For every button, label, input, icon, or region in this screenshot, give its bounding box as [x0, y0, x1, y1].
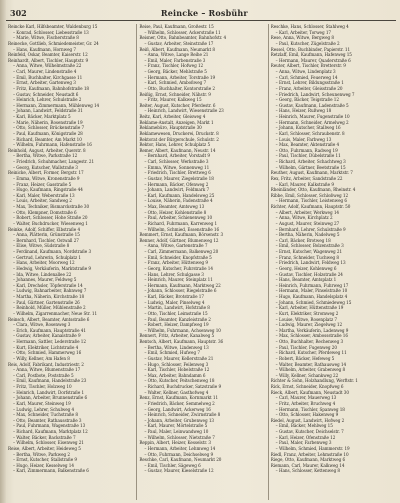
directory-entry: Reklamewesen, Druckerei, Druckstr. 8 — [139, 130, 219, 136]
directory-entry: – Martha, Verkäuferin, Ladenweg 9 — [275, 327, 349, 333]
directory-entry: – Carl, Schmied, Feuerweg 14 — [275, 74, 338, 80]
directory-entry: Reklame-Anstalt, Anzeigen, Markt 1 — [139, 119, 214, 125]
directory-entry: – Ludwig, Maler, Pinselweg 4 — [144, 299, 205, 305]
directory-entry: – Johann, Schmied, Schmiedeweg 15 — [275, 299, 352, 305]
directory-entry: Remer, Albert, Kaufmann, Neustr. 14 — [139, 147, 216, 153]
directory-entry: – Hermann, Tischler, Leistenweg 6 — [275, 198, 347, 204]
directory-entry: – Gustav, Arbeiter, Kanalstraße 9 — [13, 333, 81, 339]
directory-entry: – Anna, Witwe, Lange Reihe 21 — [144, 52, 209, 58]
directory-entry: – Hermann, Maurer, Quaderstraße 6 — [275, 57, 351, 63]
directory-entry: – Gustav, Schneider, Neustadt 6 — [13, 91, 79, 97]
directory-entry: Reisner, Otto, Bahnbeamter, Bahnhofstr. 4 — [139, 35, 227, 41]
directory-entry: – Walter, Buchdrucker, Wiesenweg 1 — [13, 220, 88, 226]
directory-entry: – Bertha, Witwe, Parkweg 2 — [13, 451, 70, 457]
directory-entry: – Richard, Beamter, Am Markt 10 — [13, 136, 82, 142]
directory-entry: – Otto, Schlosser, Brückenstraße 7 — [13, 125, 85, 131]
directory-entry: Riedl, Franz, Arbeiter, Lehmstraße 10 — [270, 451, 349, 457]
directory-entry: – Emil, Schmied, Hufweg 7 — [144, 350, 200, 356]
directory-entry: – Johann, Landwirt, Feldmark 7 — [144, 187, 210, 193]
directory-entry: Reinhardt, Albert, Tischler, Hauptstr. 9 — [8, 57, 89, 63]
directory-entry: – Richard, Arbeiter, Schachtweg 3 — [275, 159, 346, 164]
directory-entry: Reinfeld, Oskar, Beamter, Kaiserstr. 12 — [8, 52, 88, 58]
directory-entry: – Karl, Arbeiter, Torweg 17 — [275, 29, 331, 35]
directory-entry: Reinecke, Gottlieb, Schmiedemeister, Gr. 24 — [8, 40, 99, 46]
directory-entry: – Max, Schneider, Tuchstraße 8 — [13, 412, 78, 418]
directory-entry: – Franz, Schneider, Tuchweg 8 — [275, 254, 339, 260]
directory-entry: – Bernhard, Lehrer, Schulstraße 9 — [275, 226, 346, 232]
directory-entry: – Hermann, Tischler, Spanweg 18 — [275, 406, 345, 412]
directory-entry: – Louise, Näherin, Fadenstraße 4 — [144, 198, 213, 204]
directory-entry: – Wilhelm, Schlosser, Eisenweg 21 — [13, 440, 84, 446]
directory-entry: – Bernhard, Tischler, Ostwall 27 — [13, 237, 79, 243]
directory-entry: Rentsch, Albert, Kaufmann, Hauptstr. 36 — [139, 339, 224, 344]
directory-entry: – Hans, Arbeiter, Moorweg 12 — [13, 260, 75, 266]
directory-entry: – Louis, Maler, Farbweg 13 — [275, 136, 332, 142]
directory-entry: – Ernst, Kutscher, Stallstraße 9 — [13, 457, 77, 463]
directory-entry: – Georg, Bäcker, Mehlstraße 5 — [144, 69, 207, 74]
directory-entry: – Konrad, Schlosser, Liebesstraße 13 — [13, 29, 89, 35]
directory-entry: – Robert, Schlosser, Hohe Straße 20 — [13, 215, 88, 221]
directory-entry: Ressel, Otto, Buchbinder, Papierstr. 11 — [270, 46, 351, 52]
directory-entry: Riemann, Carl, Maurer, Kalkweg 14 — [270, 462, 345, 468]
directory-entry: – Friedrich, Schuhmacher, Langestr. 21 — [13, 159, 95, 164]
directory-entry: – Bernhard, Arbeiter, Vorstadt 9 — [144, 153, 210, 159]
directory-entry: – Otto, Tischler, Leimstraße 15 — [144, 310, 208, 316]
directory-entry: – Otto, Fuhrmann, Radweg 19 — [275, 147, 338, 153]
directory-entry: Reinicke, Albert, Former, Bergstr. 17 — [8, 170, 84, 176]
directory-entry: – Robert, Heizer, Dampfweg 19 — [144, 322, 209, 328]
directory-entry: – Hedwig, Verkäuferin, Marktstraße 9 — [13, 265, 91, 271]
directory-entry: – Friedrich, Bäcker, Semmelweg 2 — [144, 400, 215, 406]
directory-entry: – Hans, Kaufmann, Hornweg 7 — [13, 46, 77, 52]
directory-entry: – Heinrich, Schneider, Zwirnstraße 8 — [144, 412, 221, 418]
directory-entry: – Otto, Heizer, Kohlenstraße 8 — [144, 209, 207, 215]
directory-entry: – Richard, Buchdrucker, Satzstraße 9 — [144, 384, 222, 389]
directory-entry: – Marie, Witwe, Fischerstraße 8 — [13, 35, 79, 41]
page-number: 302 — [10, 8, 27, 18]
directory-entry: – Friedrich, Tischler, Brettweg 6 — [144, 170, 211, 176]
directory-entry: – Emma, Witwe, Sonnenweg 11 — [144, 164, 210, 170]
directory-entry: Reißig, Ernst, Schneider, Nähstr. 9 — [139, 91, 211, 97]
directory-entry: – Hugo, Kaufmann, Ringstraße 44 — [13, 187, 83, 193]
directory-entry: – Georg, Bäcker, Teigstraße 12 — [275, 97, 339, 103]
directory-entry: – Carl, Maurer, Lindenstraße 4 — [13, 69, 77, 74]
directory-entry: – Anna, Witwe, Lindenplatz 3 — [275, 69, 336, 74]
directory-entry: – Clara, Witwe, Rosenweg 3 — [13, 322, 71, 328]
directory-entry: – Wilhelm, Zigarrenmacher, Neue Str. 11 — [13, 310, 98, 316]
page-header — [6, 2, 396, 18]
directory-entry: – Gustav, Kaufmann, Ladenstraße 5 — [275, 102, 349, 108]
directory-entry: Rennert, Fritz, Arbeiter, Kanalweg 5 — [139, 333, 215, 339]
directory-entry: – Karl, Tischler, Hobelstraße 12 — [144, 367, 210, 373]
directory-entry: – Georg, Heizer, Kohlenweg 6 — [275, 265, 337, 271]
directory-entry: – Hermann, Arbeiter, Lehmweg 14 — [144, 445, 216, 451]
directory-entry: – Emma, Witwe, Kronenstraße 9 — [13, 175, 80, 181]
directory-entry: – Paul, Maler, Farbenweg 3 — [275, 440, 332, 446]
directory-entry: Retzlaff, Emil, Kaufmann, Hafenweg 15 — [270, 52, 352, 58]
directory-entry: Rieck, Albert, Kaufmann, Neustadt 30 — [270, 389, 349, 395]
directory-entry: – Emil, Bäcker, Mehlweg 15 — [275, 423, 333, 429]
directory-entry: – Heinrich, Landwirt, Wiesenstraße 23 — [144, 108, 224, 114]
directory-entry: – Emil, Schneider, Knopfstraße 5 — [144, 254, 212, 260]
directory-entry: – Karl, Drechsler, Töpferstraße 14 — [13, 282, 83, 288]
directory-entry: – Ernst, Kutscher, Wagenweg 21 — [275, 249, 343, 254]
directory-entry: Rex, Fritz, Arbeiter, Sandstraße 22 — [270, 175, 343, 181]
directory-entry: – Fritz, Arbeiter, Bruchweg 4 — [275, 400, 336, 406]
directory-entry: – Johann, Schlosser, Riegelstraße 6 — [144, 288, 217, 294]
header-rule — [6, 20, 396, 21]
directory-entry: – Bertha, Näherin, Nadelweg 5 — [275, 232, 340, 238]
directory-entry: – Karl, Maurer, Kalkstraße 9 — [275, 181, 334, 187]
directory-entry: – Georg, Kutscher, Wallstraße 3 — [13, 164, 78, 170]
directory-entry: – Johann, Landwirt, Feldstraße 31 — [13, 108, 83, 114]
directory-entry: – Heinrich, Lehrer, Schulstraße 2 — [13, 97, 82, 103]
directory-entry: – Bertha, Witwe, Lindenweg 13 — [144, 344, 209, 350]
directory-entry: – Walter, Beamter, Rathausweg 14 — [275, 361, 347, 367]
directory-entry: – Hermann, Maler, Pinselstraße 10 — [275, 288, 348, 294]
running-head: Reincke – Rosbühr — [160, 8, 248, 18]
directory-entry: – Max, Techniker, Bismarckstraße 30 — [13, 204, 90, 209]
directory-entry: Reschke, Carl, Kaufmann, Neumarkt 20 — [139, 457, 222, 463]
directory-entry: Ribbe, Emil, Schlosser, Schloßweg 12 — [270, 192, 349, 198]
directory-entry: – Gustav, Maurer, Ziegelstraße 18 — [144, 175, 214, 181]
directory-entry: – August, Maurer, Steinweg 27 — [275, 220, 340, 226]
directory-entry: – Erich, Kaufmann, Hauptstraße 41 — [13, 327, 86, 333]
directory-entry: Reinke, Adolf, Schiffer, Elbstraße 4 — [8, 226, 81, 232]
directory-entry: Reitz, Karl, Arbeiter, Gleisweg 4 — [139, 114, 206, 119]
column-3 — [268, 24, 396, 500]
directory-entry: – Max, Beamter, Amtsweg 13 — [144, 204, 205, 209]
directory-entry: – Gustav, Kutscher, Deichselstr. 7 — [275, 429, 344, 434]
directory-entry: – Hugo, Schlosser, Feilenweg 3 — [144, 361, 209, 367]
directory-entry: – Richard, Fuhrmann, Karrenweg 1 — [144, 220, 218, 226]
directory-entry: – Ludwig, Bahnarbeiter, Bahnweg 7 — [13, 288, 87, 294]
directory-entry: – Anna, Witwe, Wilhelmstraße 22 — [13, 63, 82, 69]
directory-entry: Reuter, Albert, Tischler, Bretterstr. 9 — [270, 63, 346, 69]
directory-entry: Rick, Ernst, Schneider, Knopfweg 6 — [270, 384, 344, 389]
directory-entry: – Otto, Buchhalter, Kontorstraße 2 — [144, 85, 215, 91]
directory-entry: Richter, Adolf, Kaufmann, Hauptstr. 50 — [270, 204, 351, 209]
directory-entry: – Anna, Witwe, Blumenstraße 17 — [13, 367, 81, 373]
directory-entry: – Heinrich, Fuhrmann, Fuhrweg 17 — [275, 282, 349, 288]
directory-entry: Reis, Adolf, Fabrikant, Industriestr. 2 — [8, 361, 84, 367]
directory-entry: – Kurt, Elektriker, Lichtstraße 4 — [13, 344, 79, 350]
directory-entry: – Emil, Tischler, Sägeweg 6 — [144, 462, 201, 468]
directory-entry: – Paul, Maler, Leinwandweg 10 — [144, 429, 209, 434]
directory-entry: – Carl, Schlosser, Werkstraße 3 — [144, 159, 209, 164]
directory-entry: – Hermann, Bäcker, Ofenweg 2 — [144, 181, 209, 187]
directory-entry: – Karl, Maurer, Steinweg 19 — [13, 400, 71, 406]
directory-entry: – Hans, Heizer, Rußweg 18 — [275, 108, 332, 114]
directory-entry: Reincke Karl, Hilfsbeamter, Waldenburg 15 — [8, 24, 98, 29]
directory-entry: – Hermann, Zimmermann, Mühlenweg 14 — [13, 102, 100, 108]
directory-entry: Reinhold, August, Arbeiter, Querstr. 8 — [8, 147, 86, 153]
directory-entry: – Karl, Heizer, Ofenstraße 12 — [275, 434, 336, 440]
directory-entry: – Wilhelm, Arbeiter, Grabenweg 8 — [275, 367, 346, 373]
directory-entry: – Ludwig, Maurer, Ziegelweg 12 — [275, 322, 343, 328]
directory-entry: – Richard, Kutscher, Pferdeweg 11 — [275, 350, 347, 356]
directory-entry: – Wilhelm, Schlosser, Ackerstraße 11 — [144, 29, 221, 35]
directory-entry: Remmert, Ernst, Kaufmann, Börsenstr. 3 — [139, 232, 224, 238]
directory-entry: – Robert, Bäcker, Hefeweg 5 — [275, 355, 335, 361]
directory-entry: – Walter, Bäcker, Backstraße 7 — [13, 434, 76, 440]
directory-entry: – Hermann, Kaufmann, Marktweg 22 — [144, 282, 221, 288]
directory-entry: – Otto, Schmied, Hammerweg 16 — [13, 350, 82, 356]
directory-entry: Reuther, August, Kaufmann, Marktstr. 7 — [270, 170, 353, 176]
directory-entry: – Louise, Witwe, Rosenplatz 7 — [275, 316, 337, 322]
directory-entry: – Wilhelm, Schmied, Essenstraße 16 — [144, 226, 220, 232]
directory-entry: – Anna, Plätterin, Grünstraße 15 — [13, 232, 80, 238]
directory-entry: – Max, Arbeiter, Bahndamm 6 — [144, 372, 206, 378]
directory-entry: – Heinrich, Landwirt, Dorfstraße 1 — [13, 389, 85, 395]
directory-entry: – Wilhelm, Fuhrmann, Hafenstraße 16 — [13, 142, 92, 148]
directory-entry: Reiter, August, Kutscher, Pferdestr. 6 — [139, 102, 216, 108]
directory-entry: – Otto, Buchhalter, Rechenweg 3 — [275, 339, 344, 344]
directory-entry: – Hugo, Kaufmann, Handelsplatz 4 — [275, 294, 348, 299]
directory-entry: – Johann, Arbeiter, Brunnenstraße 6 — [13, 395, 88, 401]
column-1 — [8, 24, 133, 500]
directory-entry: – Otto, Fuhrmann, Deichselweg 9 — [144, 451, 214, 457]
directory-entry: – Georg, Landwirt, Ackerweg 16 — [144, 406, 211, 412]
directory-entry: Reise, Albert, Arbeiter, Heideweg 5 — [8, 445, 81, 451]
directory-entry: – Ida, Witwe, Lindenallee 22 — [13, 271, 72, 277]
directory-entry: – Carl, Maurer, Mauerweg 13 — [275, 395, 337, 401]
directory-entry: Renner, Adolf, Gärtner, Blumenweg 12 — [139, 237, 219, 243]
directory-entry: – Max, Schlosser, Ambossstraße 16 — [275, 333, 348, 339]
directory-entry: – Franz, Arbeiter, Hüttenweg 9 — [144, 260, 209, 266]
directory-entry: – Gertrud, Lehrerin, Schulplatz 1 — [13, 254, 82, 260]
directory-entry: – Karl, Bäcker, Marktplatz 5 — [13, 114, 71, 119]
columns — [8, 24, 396, 500]
directory-entry: – Paul, Kutscher, Zügelstraße 2 — [275, 40, 340, 46]
directory-entry: – Wilhelm, Schmied, Hammerstr. 19 — [275, 445, 350, 451]
directory-entry: – Gustav, Maurer, Kieselstraße 12 — [144, 468, 214, 474]
directory-entry: – Fritz, Kaufmann, Bahnhofstraße 18 — [13, 85, 89, 91]
directory-entry: – Heinrich, Maurer, Steinplatz 11 — [144, 277, 213, 283]
directory-entry: – Marie, Näherin, Rosenstraße 19 — [13, 119, 83, 125]
directory-entry: – Johann, Arbeiter, Grubenweg 13 — [144, 417, 214, 423]
directory-entry: – Karl, Arbeiter, Hüttenstraße 19 — [275, 305, 344, 311]
directory-entry: – Hans, Lehrer, Schulgasse 3 — [144, 271, 204, 277]
directory-entry: Renz, Ernst, Kaufmann, Kornmarkt 11 — [139, 395, 219, 401]
directory-entry: – Karl, Schmied, Amboßweg 7 — [144, 80, 207, 86]
directory-entry: – Ludwig, Lehrer, Schulweg 4 — [13, 406, 75, 412]
column-2 — [136, 24, 264, 500]
directory-entry: – Karl, Bäcker, Brotstraße 17 — [144, 294, 204, 299]
directory-entry: – Hugo, Heizer, Kesselweg 14 — [13, 462, 74, 468]
directory-entry: – Fritz, Tischler, Holzweg 10 — [13, 384, 72, 389]
directory-entry: – Kurt, Elektriker, Stromweg 2 — [275, 310, 339, 316]
directory-entry: Riedel, August, Landwirt, Hofweg 2 — [270, 417, 345, 423]
binding-edge — [0, 0, 6, 503]
directory-entry: – Hermann, Schneider, Ärmelweg 2 — [275, 119, 349, 125]
directory-entry: – Willy, Kellner, Am Hafen 8 — [13, 355, 70, 361]
directory-entry: – Otto, Klempner, Domstraße 6 — [13, 209, 77, 215]
directory-entry: – Walter, Kellner, Gasthofweg 4 — [144, 389, 209, 395]
directory-entry: – Carl, Postbote, Poststraße 5 — [13, 372, 74, 378]
directory-entry: – Emil, Kaufmann, Handelstraße 23 — [13, 378, 87, 384]
directory-entry: – Anna, Witwe, Gartenstraße 7 — [144, 243, 208, 249]
directory-entry: – Martha, Näherin, Kirchstraße 18 — [13, 294, 85, 299]
directory-entry: – Karl, Zimmermann, Balkenstraße 6 — [13, 468, 89, 474]
directory-entry: – Karl, Schlosser, Schraubenstr. 8 — [275, 130, 345, 136]
directory-entry: – Paul, Arbeiter, Schienenweg 10 — [144, 215, 213, 221]
directory-entry: Reise, Paul, Kaufmann, Großestr. 15 — [139, 24, 214, 29]
directory-entry: – Wilhelm, Schlosser, Nietstraße 7 — [144, 434, 215, 440]
directory-entry: Rese, Anna, Witwe, Bergweg 8 — [270, 35, 334, 41]
directory-entry: – Paul, Kaufmann, Königstraße 28 — [13, 130, 83, 136]
directory-entry: – Reinhold, Müller, Mühlenstraße 2 — [13, 305, 86, 311]
directory-entry: – Paul, Beamter, Kanzleistraße 2 — [144, 316, 211, 322]
directory-entry: Rheinländer, Otto, Kaufmann, Rheinstr. 4 — [270, 187, 356, 193]
directory-entry: – Bertha, Witwe, Parkstraße 12 — [13, 153, 78, 159]
directory-entry: – Paul, Tischler, Dübelstraße 11 — [275, 153, 341, 159]
directory-entry: – Friedrich, Landwirt, Feldweg 13 — [275, 260, 346, 266]
directory-entry: – Anna, Witwe, Kirchplatz 2 — [275, 215, 333, 221]
directory-entry: – Paul, Gärtner, Gartenstraße 26 — [13, 299, 80, 305]
directory-entry: – Hans, Beamter, Amtsplatz 1 — [275, 277, 337, 283]
directory-entry: Reschke, Hans, Schlosser, Stahlweg 4 — [270, 24, 349, 29]
directory-entry: Rektor, Hans, Lehrer, Schulplatz 5 — [139, 142, 211, 148]
directory-entry: – Paul, Fuhrmann, Wagenstraße 13 — [13, 423, 86, 429]
directory-entry: – Carl, Zimmermann, Balkenweg 20 — [144, 249, 219, 254]
directory-entry: Reiß, Albert, Kaufmann, Neumarkt 8 — [139, 46, 215, 52]
directory-entry: – Paul, Tischler, Fugenweg 20 — [275, 344, 337, 350]
directory-entry: – Gustav, Maurer, Kellerstraße 21 — [144, 355, 214, 361]
directory-entry: – Richard, Kaufmann, Marktplatz 12 — [13, 429, 88, 434]
directory-entry: – Gustav, Arbeiter, Steinstraße 17 — [144, 40, 214, 46]
directory-entry: – Johannes, Maurer, Feldweg 5 — [13, 277, 77, 283]
directory-entry: – Heinrich, Maurer, Fugenstraße 10 — [275, 114, 350, 119]
directory-entry: Richter & Sohn, Holzhandlung, Werftstr. 1 — [270, 378, 358, 384]
directory-entry: – Wilhelm, Fuhrmann, Achsenweg 10 — [144, 327, 221, 333]
directory-entry: – Hans, Schlosser, Kettenweg 8 — [275, 468, 341, 474]
directory-entry: – Franz, Heizer, Gasstraße 5 — [13, 181, 72, 187]
directory-entry: – Willy, Kellner, Schankweg 22 — [275, 372, 339, 378]
directory-entry: Riege, Otto, Kaufmann, Marktweg 6 — [270, 457, 346, 463]
directory-entry: – Emil, Maler, Farbenstraße 3 — [144, 57, 206, 63]
directory-entry: – Max, Beamter, Aktenstraße 4 — [275, 142, 340, 148]
directory-entry: – Ferdinand, Kaufmann, Nordstraße 3 — [13, 249, 92, 254]
directory-entry: – Hermann, Sattler, Lederstraße 12 — [13, 339, 86, 344]
directory-entry: – Otto, Schlosser, Hakenweg 9 — [275, 412, 339, 418]
directory-entry: – Franz, Tischler, Hofweg 12 — [144, 63, 204, 69]
directory-entry: – Emil, Buchhalter, Kirchgasse 11 — [13, 74, 83, 80]
directory-entry: – Karl, Maurer, Mörtelstraße 5 — [144, 423, 208, 429]
directory-entry: Reklamebüro, Hauptstraße 30 — [139, 125, 202, 131]
directory-entry: – Wilhelm, Gärtner, Beetstraße 15 — [275, 164, 346, 170]
directory-entry: – Otto, Beamter, Rathausstraße 3 — [13, 417, 82, 423]
directory-entry: – Johann, Kutscher, Stallweg 16 — [275, 125, 341, 131]
directory-entry: – Louis, Arbeiter, Sandweg 2 — [13, 198, 72, 204]
directory-entry: – Ernst, Arbeiter, Gartenweg 3 — [13, 80, 76, 86]
directory-entry: – Otto, Kutscher, Peitschenweg 18 — [144, 378, 215, 384]
directory-entry: – Gustav, Tischler, Holzstraße 24 — [275, 271, 343, 277]
directory-entry: – Emil, Schlosser, Bolzenstraße 3 — [275, 243, 344, 249]
directory-entry: – Karl, Kaufmann, Handelsweg 25 — [144, 192, 215, 198]
directory-entry: – Franz, Arbeiter, Gleisstraße 20 — [275, 85, 343, 91]
directory-entry: Rektorat der Bürgerschule, Schulstr. 2 — [139, 136, 219, 142]
directory-entry: – Karl, Maler, Weberstraße 13 — [13, 192, 75, 198]
directory-entry: – Georg, Kutscher, Fuhrstraße 14 — [144, 265, 213, 271]
directory-entry: – Fritz, Maurer, Kalkweg 15 — [144, 97, 202, 103]
directory-entry: – Elise, Witwe, Südstraße 8 — [13, 243, 70, 249]
directory-entry: Reppin, Albert, Heizer, Kesselstr. 3 — [139, 440, 211, 446]
directory-entry: – Ernst, Lehrer, Bildungsstraße 1 — [275, 80, 344, 86]
directory-entry: – Carl, Bäcker, Brotweg 18 — [275, 237, 331, 243]
directory-entry: Reinsch, Albert, Beamter, Amtsstraße 6 — [8, 316, 90, 322]
directory-entry: – Martin, Landwirt, Hofstraße 8 — [144, 305, 210, 311]
directory-entry: – Albert, Arbeiter, Werkweg 14 — [275, 209, 339, 215]
directory-entry: – Hermann, Arbeiter, Torstraße 19 — [144, 74, 216, 80]
directory-entry: – Friedrich, Landwirt, Scheunenweg 7 — [275, 91, 355, 97]
